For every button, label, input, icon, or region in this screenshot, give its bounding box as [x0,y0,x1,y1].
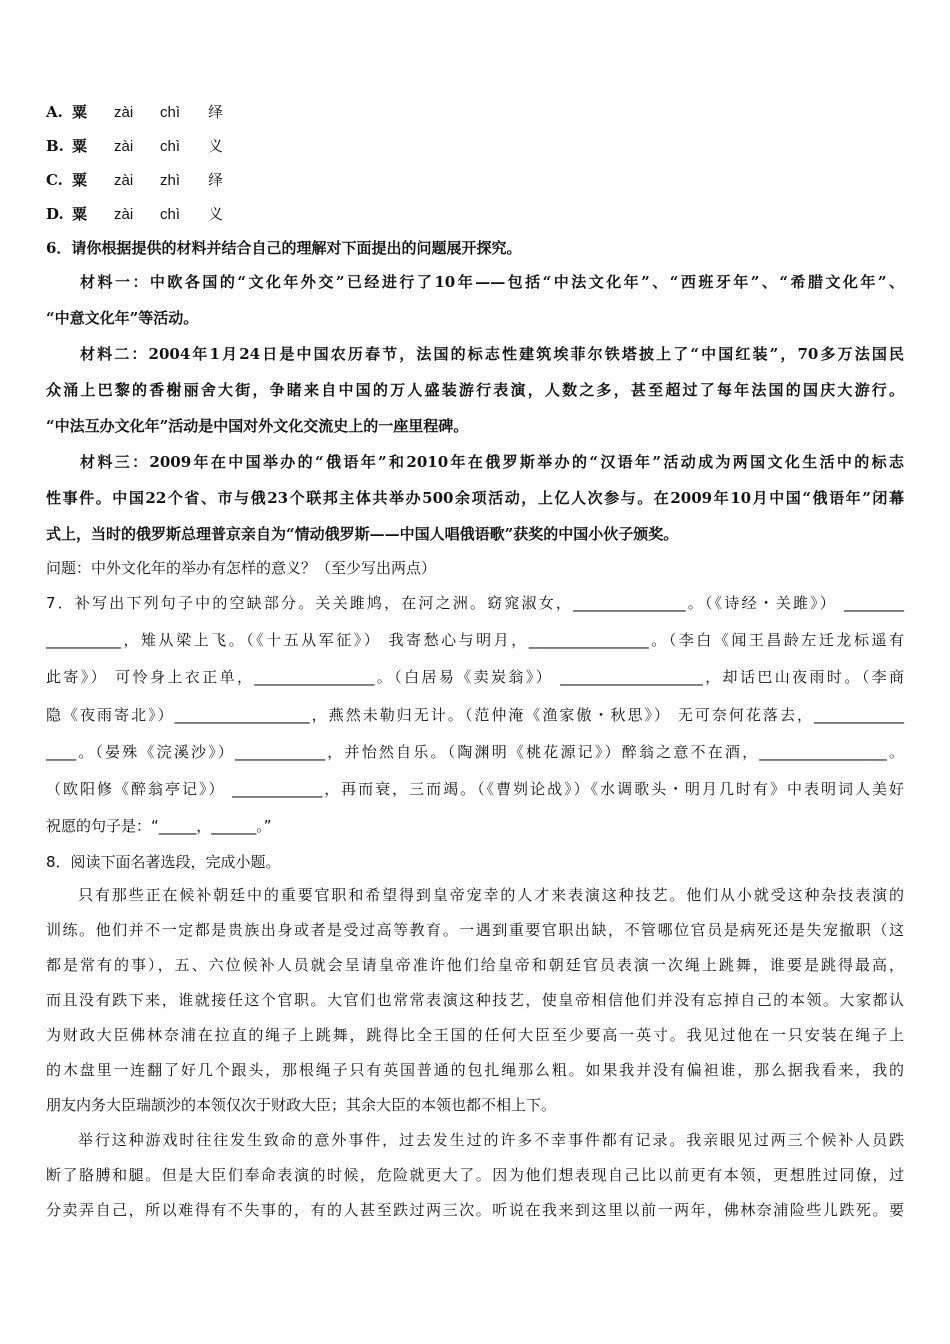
option-field: 粟 [72,205,88,223]
option-pinyin: chì [160,206,181,223]
option-field: 义 [208,137,224,155]
option-field: 义 [208,205,224,223]
option-field: 粟 [72,171,88,189]
q7-line-2: __________，雉从梁上飞。（《十五从军征》） 我寄愁心与明月，________________。（李白《闻王昌龄左迁龙标遥有 [46,631,904,649]
option-letter: A. [46,103,63,121]
q7-line-6: （欧阳修《醉翁亭记》） ____________，再而衰，三而竭。（《曹刿论战》）《水调歌头・明月几时有》中表明词人美好 [46,780,904,798]
q8-passage-1-line-3: 都是常有的事），五、六位候补人员就会呈请皇帝准许他们给皇帝和朝廷官员表演一次绳上跳舞，谁要是跳得最高， [46,956,904,974]
q6-material-1-line-1: 材料一：中欧各国的“文化年外交”已经进行了10年——包括“中法文化年”、“西班牙年”、“希腊文化年”、 [80,273,904,291]
option-letter: D. [46,205,64,223]
option-a [46,102,223,123]
q8-passage-2-line-2: 断了胳膊和腿。但是大臣们奉命表演的时候，危险就更大了。因为他们想表现自己比以前更有本领，更想胜过同僚，过 [46,1166,904,1184]
q7-line-5: ____。（晏殊《浣溪沙》）____________，并怡然自乐。（陶渊明《桃花源记》）醉翁之意不在酒，_________________。 [46,743,904,761]
q6-material-3-line-2: 性事件。中国22个省、市与俄23个联邦主体共举办500余项活动，上亿人次参与。在2009年10月中国“俄语年”闭幕 [46,489,904,507]
option-pinyin: zài [114,172,134,189]
q8-passage-2-line-1: 举行这种游戏时往往发生致命的意外事件，过去发生过的许多不幸事件都有记录。我亲眼见过两三个候补人员跌 [78,1131,904,1149]
option-pinyin: chì [160,104,181,121]
option-d [46,204,223,225]
option-pinyin: zài [114,138,134,155]
q8-passage-1-line-5: 为财政大臣佛林奈浦在拉直的绳子上跳舞，跳得比全王国的任何大臣至少要高一英寸。我见过他在一只安装在绳子上 [46,1026,904,1044]
option-pinyin: zhì [160,172,181,189]
option-letter: B. [46,137,64,155]
q6-material-2-line-2: 众涌上巴黎的香榭丽舍大街，争睹来自中国的万人盛装游行表演，人数之多，甚至超过了每年法国的国庆大游行。 [46,381,904,399]
q7-line-1: 7．补写出下列句子中的空缺部分。关关雎鸠，在河之洲。窈窕淑女，_______________。（《诗经・关雎》） ________ [46,594,904,612]
q8-passage-1-line-1: 只有那些正在候补朝廷中的重要官职和希望得到皇帝宠幸的人才来表演这种技艺。他们从小就受这种杂技表演的 [78,886,904,904]
q8-passage-2-line-3: 分卖弄自己，所以难得有不失事的，有的人甚至跌过两三次。听说在我来到这里以前一两年，佛林奈浦险些儿跌死。要 [46,1201,904,1219]
q6-material-3-line-3: 式上，当时的俄罗斯总理普京亲自为“情动俄罗斯——中国人唱俄语歌”获奖的中国小伙子颁奖。 [46,525,679,543]
option-pinyin: chì [160,138,181,155]
option-letter: C. [46,171,63,189]
option-field: 粟 [72,137,88,155]
q8-prompt: 8．阅读下面名著选段，完成小题。 [46,853,281,871]
q8-passage-1-line-4: 而且没有跌下来，谁就接任这个官职。大官们也常常表演这种技艺，使皇帝相信他们并没有忘掉自己的本领。大家都认 [46,991,904,1009]
q8-passage-1-line-2: 训练。他们并不一定都是贵族出身或者是受过高等教育。一遇到重要官职出缺，不管哪位官员是病死还是失宠撤职（这 [46,921,904,939]
option-field: 绎 [208,103,224,121]
q8-passage-1-line-6: 的木盘里一连翻了好几个跟头，那根绳子只有英国普通的包扎绳那么粗。如果我并没有偏袒谁，那么据我看来，我的 [46,1061,904,1079]
q6-material-3-line-1: 材料三：2009年在中国举办的“俄语年”和2010年在俄罗斯举办的“汉语年”活动成为两国文化生活中的标志 [80,453,904,471]
q7-line-7: 祝愿的句子是：“_____，______。” [46,817,272,835]
option-field: 粟 [72,103,88,121]
option-b [46,136,223,157]
q7-line-3: 此寄》） 可怜身上衣正单，________________。（白居易《卖炭翁》） ___________________，却话巴山夜雨时。（李商 [46,668,904,686]
q6-prompt: 6．请你根据提供的材料并结合自己的理解对下面提出的问题展开探究。 [46,239,522,257]
q6-material-1-line-2: “中意文化年”等活动。 [46,309,199,327]
q6-question: 问题：中外文化年的举办有怎样的意义？（至少写出两点） [46,559,437,577]
option-c [46,170,223,191]
q7-line-4: 隐《夜雨寄北》）__________________，燕然未勒归无计。（范仲淹《渔家傲・秋思》） 无可奈何花落去，____________ [46,706,904,724]
option-pinyin: zài [114,206,134,223]
option-pinyin: zài [114,104,134,121]
q6-material-2-line-3: “中法互办文化年”活动是中国对外文化交流史上的一座里程碑。 [46,417,469,435]
option-field: 绎 [208,171,224,189]
q6-material-2-line-1: 材料二：2004年1月24日是中国农历春节，法国的标志性建筑埃菲尔铁塔披上了“中国红装”，70多万法国民 [80,345,904,363]
q8-passage-1-line-7: 朋友内务大臣瑞颉沙的本领仅次于财政大臣；其余大臣的本领也都不相上下。 [46,1096,557,1114]
